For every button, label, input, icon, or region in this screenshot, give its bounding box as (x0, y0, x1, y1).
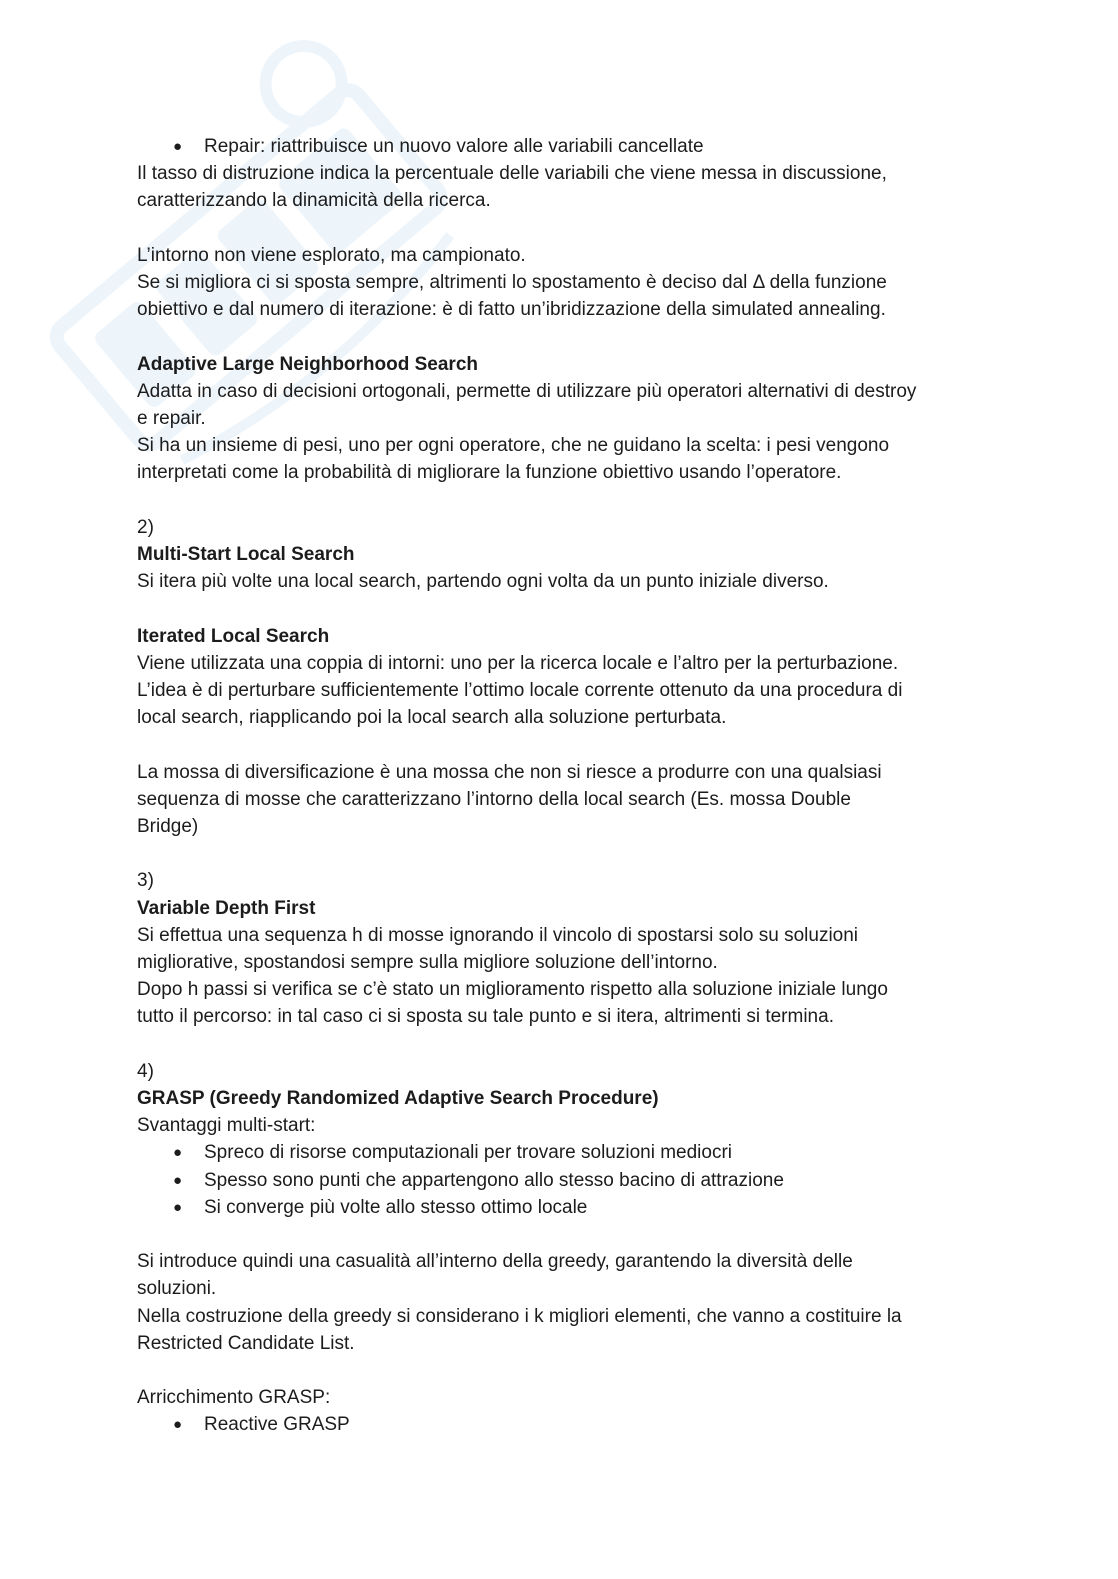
list-item: ● Repair: riattribuisce un nuovo valore alle variabili cancellate (137, 133, 997, 160)
bullet-icon: ● (173, 1171, 183, 1189)
bullet-icon: ● (173, 138, 183, 155)
arricchimento-list (137, 1411, 997, 1438)
paragraph-line: soluzioni. (137, 1278, 217, 1300)
paragraph-line: Se si migliora ci si sposta sempre, altrimenti lo spostamento è deciso dal Δ della funzione (137, 272, 887, 293)
paragraph-line: Nella costruzione della greedy si considerano i k migliori elementi, che vanno a costituire la (137, 1305, 902, 1327)
paragraph-line: migliorative, spostandosi sempre sulla migliore soluzione dell’intorno. (137, 952, 718, 973)
bullet-icon: ● (173, 1416, 183, 1434)
section-number: 3) (137, 870, 154, 892)
paragraph-line: L’intorno non viene esplorato, ma campionato. (137, 244, 526, 266)
list-item: ● Spreco di risorse computazionali per trovare soluzioni mediocri (137, 1139, 997, 1166)
list-item: ● Spesso sono punti che appartengono allo stesso bacino di attrazione (137, 1167, 997, 1194)
section-heading: Adaptive Large Neighborhood Search (137, 353, 478, 375)
list-item: ● Reactive GRASP (137, 1411, 997, 1438)
paragraph-line: caratterizzando la dinamicità della ricerca. (137, 190, 491, 212)
intro-bullet-list (137, 133, 997, 160)
paragraph-line: sequenza di mosse che caratterizzano l’intorno della local search (Es. mossa Double (137, 788, 851, 810)
paragraph-line: Dopo h passi si verifica se c’è stato un miglioramento rispetto alla soluzione iniziale lungo (137, 979, 888, 1001)
section-number: 4) (137, 1060, 154, 1082)
paragraph-line: La mossa di diversificazione è una mossa che non si riesce a produrre con una qualsiasi (137, 761, 882, 783)
section-heading: Variable Depth First (137, 897, 316, 919)
svantaggi-list (137, 1139, 997, 1221)
paragraph-line: local search, riapplicando poi la local search alla soluzione perturbata. (137, 707, 727, 729)
paragraph-line: Si introduce quindi una casualità all’interno della greedy, garantendo la diversità delle (137, 1251, 853, 1273)
paragraph-line: obiettivo e dal numero di iterazione: è di fatto un’ibridizzazione della simulated annealing. (137, 299, 886, 321)
paragraph-line: Restricted Candidate List. (137, 1332, 355, 1354)
section-heading: GRASP (Greedy Randomized Adaptive Search Procedure) (137, 1088, 659, 1109)
paragraph-line: Bridge) (137, 816, 199, 837)
paragraph-line: L’idea è di perturbare sufficientemente l’ottimo locale corrente ottenuto da una procedura di (137, 680, 903, 701)
paragraph-line: Si ha un insieme di pesi, uno per ogni operatore, che ne guidano la scelta: i pesi vengono (137, 435, 890, 457)
paragraph-line: Il tasso di distruzione indica la percentuale delle variabili che viene messa in discussione, (137, 163, 887, 185)
paragraph-line: Viene utilizzata una coppia di intorni: uno per la ricerca locale e l’altro per la perturbazione. (137, 652, 899, 674)
list-item: ● Si converge più volte allo stesso ottimo locale (137, 1194, 997, 1221)
paragraph-line: Adatta in caso di decisioni ortogonali, permette di utilizzare più operatori alternativi di destroy (137, 380, 917, 402)
list-label: Svantaggi multi-start: (137, 1115, 316, 1137)
section-heading: Iterated Local Search (137, 625, 330, 647)
paragraph-line: Si itera più volte una local search, partendo ogni volta da un punto iniziale diverso. (137, 571, 829, 593)
paragraph-line: tutto il percorso: in tal caso ci si sposta su tale punto e si itera, altrimenti si termina. (137, 1006, 834, 1028)
paragraph-line: interpretati come la probabilità di migliorare la funzione obiettivo usando l’operatore. (137, 462, 842, 484)
paragraph-line: e repair. (137, 408, 206, 429)
bullet-icon: ● (173, 1144, 183, 1162)
bullet-icon: ● (173, 1198, 183, 1216)
paragraph-line: Si effettua una sequenza h di mosse ignorando il vincolo di spostarsi solo su soluzioni (137, 924, 859, 946)
document-page (137, 133, 997, 1439)
section-heading: Multi-Start Local Search (137, 544, 355, 565)
section-number: 2) (137, 516, 154, 538)
list-label: Arricchimento GRASP: (137, 1387, 331, 1409)
